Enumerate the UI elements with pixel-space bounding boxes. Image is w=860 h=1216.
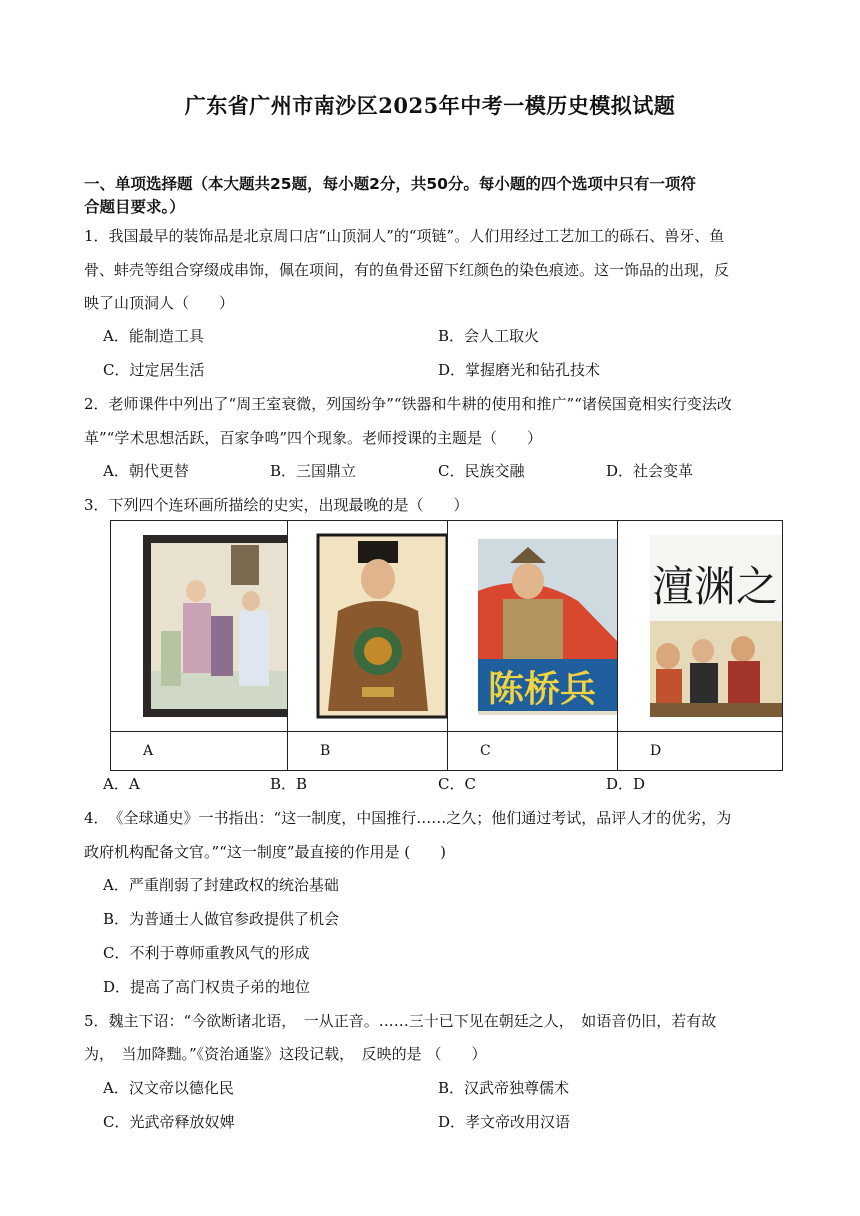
q5-option-d[interactable]: D．孝文帝改用汉语 (438, 1113, 571, 1131)
q2-option-a[interactable]: A．朝代更替 (103, 462, 189, 480)
q4-stem-line2: 政府机构配备文官。”“这一制度”最直接的作用是 ( ) (84, 843, 446, 861)
q4-option-a[interactable]: A．严重削弱了封建政权的统治基础 (103, 876, 339, 894)
comic-image-d (618, 521, 782, 727)
q1-option-c[interactable]: C．过定居生活 (103, 361, 205, 379)
comic-label-c: C (448, 732, 618, 771)
comic-cell-c (448, 521, 618, 732)
q2-stem-line1: 2．老师课件中列出了“周王室衰微，列国纷争”“铁器和牛耕的使用和推广”“诸侯国竟相实行变法改 (84, 395, 732, 413)
q5-stem-line2: 为， 当加降黜。”《资治通鉴》这段记载， 反映的是 （ ） (84, 1045, 487, 1063)
section-heading-line1: 一、单项选择题（本大题共25题，每小题2分，共50分。每小题的四个选项中只有一项符 (84, 175, 696, 193)
q1-stem-line3: 映了山顶洞人（ ） (84, 294, 235, 312)
q1-option-b[interactable]: B．会人工取火 (438, 327, 540, 345)
q3-stem: 3．下列四个连环画所描绘的史实，出现最晚的是（ ） (84, 496, 469, 514)
q4-option-c[interactable]: C．不利于尊师重教风气的形成 (103, 944, 310, 962)
comic-cell-b (288, 521, 448, 732)
comic-cell-a (111, 521, 288, 732)
q5-stem-line1: 5．魏主下诏：“今欲断诸北语， 一从正音。……三十已下见在朝廷之人， 如语音仍旧，若有故 (84, 1012, 717, 1030)
q1-option-d[interactable]: D．掌握磨光和钻孔技术 (438, 361, 601, 379)
q3-option-a[interactable]: A．A (103, 775, 140, 793)
q4-option-d[interactable]: D．提高了高门权贵子弟的地位 (103, 978, 311, 996)
q1-stem-line2: 骨、蚌壳等组合穿缀成串饰，佩在项间，有的鱼骨还留下红颜色的染色痕迹。这一饰品的出现，反 (84, 261, 730, 279)
q5-option-c[interactable]: C．光武帝释放奴婢 (103, 1113, 235, 1131)
comic-caption-c: 陈桥兵 (488, 669, 597, 710)
q2-option-c[interactable]: C．民族交融 (438, 462, 525, 480)
q4-option-b[interactable]: B．为普通士人做官参政提供了机会 (103, 910, 340, 928)
q3-option-c[interactable]: C．C (438, 775, 476, 793)
section-heading (84, 173, 784, 219)
q5-option-b[interactable]: B．汉武帝独尊儒术 (438, 1079, 570, 1097)
q3-option-b[interactable]: B．B (270, 775, 308, 793)
comic-image-c (448, 521, 617, 727)
page-title: 广东省广州市南沙区2025年中考一模历史模拟试题 (184, 93, 676, 118)
comic-label-d: D (618, 732, 783, 771)
comic-table (110, 520, 783, 771)
section-heading-line2: 合题目要求。） (84, 198, 185, 216)
q1-stem-line1: 1．我国最早的装饰品是北京周口店“山顶洞人”的“项链”。人们用经过工艺加工的砾石、兽牙、鱼 (84, 227, 725, 245)
q2-option-b[interactable]: B．三国鼎立 (270, 462, 357, 480)
q2-stem-line2: 革”“学术思想活跃，百家争鸣”四个现象。老师授课的主题是（ ） (84, 429, 543, 447)
comic-image-a (111, 521, 287, 727)
q4-stem-line1: 4． 《全球通史》一书指出：“这一制度，中国推行……之久；他们通过考试，品评人才的优劣，为 (84, 809, 732, 827)
comic-label-a: A (111, 732, 288, 771)
comic-image-b (288, 521, 447, 727)
comic-cell-d (618, 521, 783, 732)
comic-caption-d: 澶渊之 (652, 562, 779, 611)
q1-option-a[interactable]: A．能制造工具 (103, 327, 204, 345)
comic-label-b: B (288, 732, 448, 771)
q3-option-d[interactable]: D．D (606, 775, 646, 793)
q5-option-a[interactable]: A．汉文帝以德化民 (103, 1079, 234, 1097)
q2-option-d[interactable]: D．社会变革 (606, 462, 694, 480)
